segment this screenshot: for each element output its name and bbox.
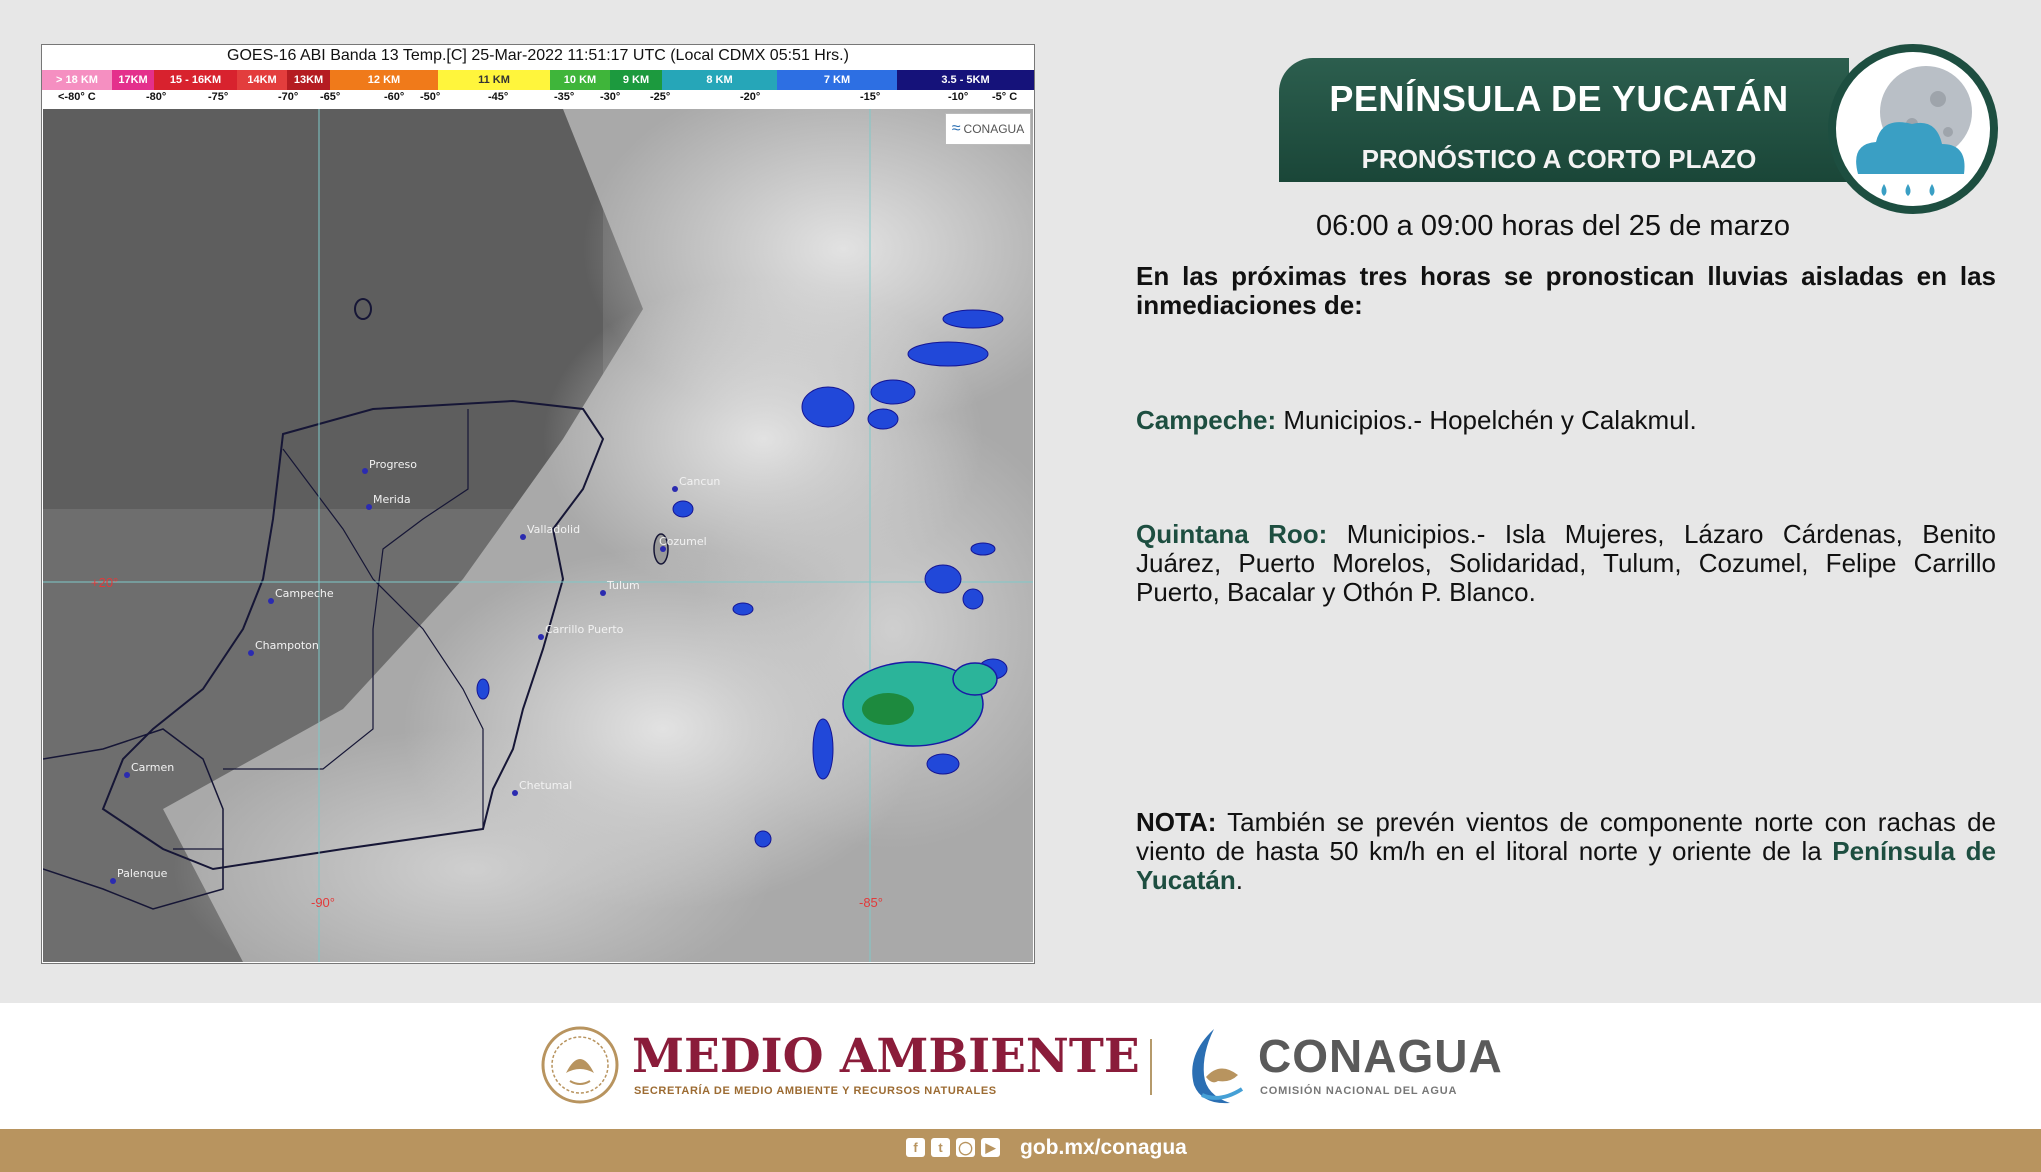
- temperature-tick: <-80° C: [58, 91, 96, 103]
- longitude-label-90: -90°: [311, 895, 335, 910]
- facebook-icon[interactable]: f: [906, 1138, 925, 1157]
- satellite-map: [43, 109, 1033, 962]
- footer-divider: [1150, 1039, 1152, 1095]
- scale-band: 15 - 16KM: [154, 70, 237, 90]
- conagua-wave-icon: ≈: [951, 120, 961, 137]
- nota-text: También se prevén vientos de componente norte con rachas de viento de hasta 50 km/h en el litoral norte y oriente de la: [1136, 807, 1996, 866]
- city-champoton: Champoton: [255, 639, 319, 652]
- moon-cloud-rain-icon: [1828, 44, 1998, 214]
- city-chetumal: Chetumal: [519, 779, 573, 792]
- city-tulum: Tulum: [607, 579, 640, 592]
- temperature-tick: -45°: [488, 91, 509, 103]
- satellite-title: GOES-16 ABI Banda 13 Temp.[C] 25-Mar-2022 11:51:17 UTC (Local CDMX 05:51 Hrs.): [227, 47, 849, 64]
- conagua-title: CONAGUA: [1258, 1030, 1503, 1082]
- campeche-forecast: [1136, 406, 1996, 435]
- temperature-tick: -50°: [420, 91, 441, 103]
- city-palenque: Palenque: [117, 867, 168, 880]
- scale-band: > 18 KM: [42, 70, 112, 90]
- city-carrillo-puerto: Carrillo Puerto: [545, 623, 624, 636]
- scale-band: 12 KM: [330, 70, 438, 90]
- nota-end: .: [1235, 865, 1243, 895]
- latitude-label: +20°: [91, 575, 119, 590]
- longitude-label-85: -85°: [859, 895, 883, 910]
- scale-band: 8 KM: [662, 70, 777, 90]
- temperature-tick: -15°: [860, 91, 881, 103]
- website-link[interactable]: gob.mx/conagua: [1020, 1136, 1187, 1159]
- city-campeche: Campeche: [275, 587, 334, 600]
- page-title: PENÍNSULA DE YUCATÁN: [1329, 78, 1789, 119]
- scale-band: 10 KM: [550, 70, 610, 90]
- youtube-icon[interactable]: ▶: [981, 1138, 1000, 1157]
- quintana-roo-text: Municipios.- Isla Mujeres, Lázaro Cárdenas, Benito Juárez, Puerto Morelos, Solidaridad, Tulum, Cozumel, Felipe Carrillo Puerto, Bacalar y Othón P. Blanco.: [1136, 519, 1996, 607]
- scale-band: 7 KM: [777, 70, 897, 90]
- satellite-watermark-text: CONAGUA: [963, 122, 1025, 136]
- footer-logos: [0, 1003, 2041, 1129]
- scale-band: 14KM: [237, 70, 287, 90]
- temperature-tick: -65°: [320, 91, 341, 103]
- conagua-logo-icon: [1180, 1025, 1250, 1109]
- social-links: [906, 1138, 1000, 1157]
- footer-bar: [0, 1129, 2041, 1172]
- forecast-intro: En las próximas tres horas se pronostican lluvias aisladas en las inmediaciones de:: [1136, 261, 1996, 320]
- conagua-subtitle: COMISIÓN NACIONAL DEL AGUA: [1260, 1085, 1458, 1097]
- campeche-text: Municipios.- Hopelchén y Calakmul.: [1276, 405, 1697, 435]
- mexico-seal-icon: [540, 1025, 620, 1105]
- satellite-image-panel: [41, 44, 1035, 964]
- city-carmen: Carmen: [131, 761, 175, 774]
- temperature-scale: [42, 91, 1034, 107]
- temperature-tick: -10°: [948, 91, 969, 103]
- satellite-watermark: [945, 113, 1031, 145]
- page-subtitle: PRONÓSTICO A CORTO PLAZO: [1361, 144, 1757, 174]
- temperature-tick: -5° C: [992, 91, 1018, 103]
- header-ribbon: [1279, 58, 1849, 182]
- temperature-tick: -25°: [650, 91, 671, 103]
- scale-band: 13KM: [287, 70, 330, 90]
- temperature-tick: -20°: [740, 91, 761, 103]
- instagram-icon[interactable]: ◯: [956, 1138, 975, 1157]
- temperature-tick: -30°: [600, 91, 621, 103]
- temperature-tick: -70°: [278, 91, 299, 103]
- scale-band: 17KM: [112, 70, 154, 90]
- city-valladolid: Valladolid: [527, 523, 581, 536]
- cloud-top-scale: [42, 70, 1034, 90]
- forecast-time: 06:00 a 09:00 horas del 25 de marzo: [1316, 210, 1790, 242]
- scale-band: 3.5 - 5KM: [897, 70, 1034, 90]
- nota-highlight: Península de Yucatán: [1136, 836, 1996, 895]
- scale-band: 11 KM: [438, 70, 550, 90]
- nota-block: [1136, 808, 1996, 895]
- medio-ambiente-title: MEDIO AMBIENTE: [632, 1029, 1140, 1084]
- city-progreso: Progreso: [369, 458, 417, 471]
- scale-band: 9 KM: [610, 70, 662, 90]
- city-cancun: Cancun: [679, 475, 721, 488]
- quintana-roo-label: Quintana Roo:: [1136, 519, 1328, 549]
- city-cozumel: Cozumel: [659, 535, 707, 548]
- temperature-tick: -75°: [208, 91, 229, 103]
- medio-ambiente-subtitle: SECRETARÍA DE MEDIO AMBIENTE Y RECURSOS NATURALES: [634, 1085, 997, 1097]
- campeche-label: Campeche:: [1136, 405, 1277, 435]
- temperature-tick: -60°: [384, 91, 405, 103]
- temperature-tick: -80°: [146, 91, 167, 103]
- twitter-icon[interactable]: t: [931, 1138, 950, 1157]
- city-merida: Merida: [373, 493, 411, 506]
- temperature-tick: -35°: [554, 91, 575, 103]
- quintana-roo-forecast: [1136, 520, 1996, 607]
- nota-label: NOTA:: [1136, 807, 1217, 837]
